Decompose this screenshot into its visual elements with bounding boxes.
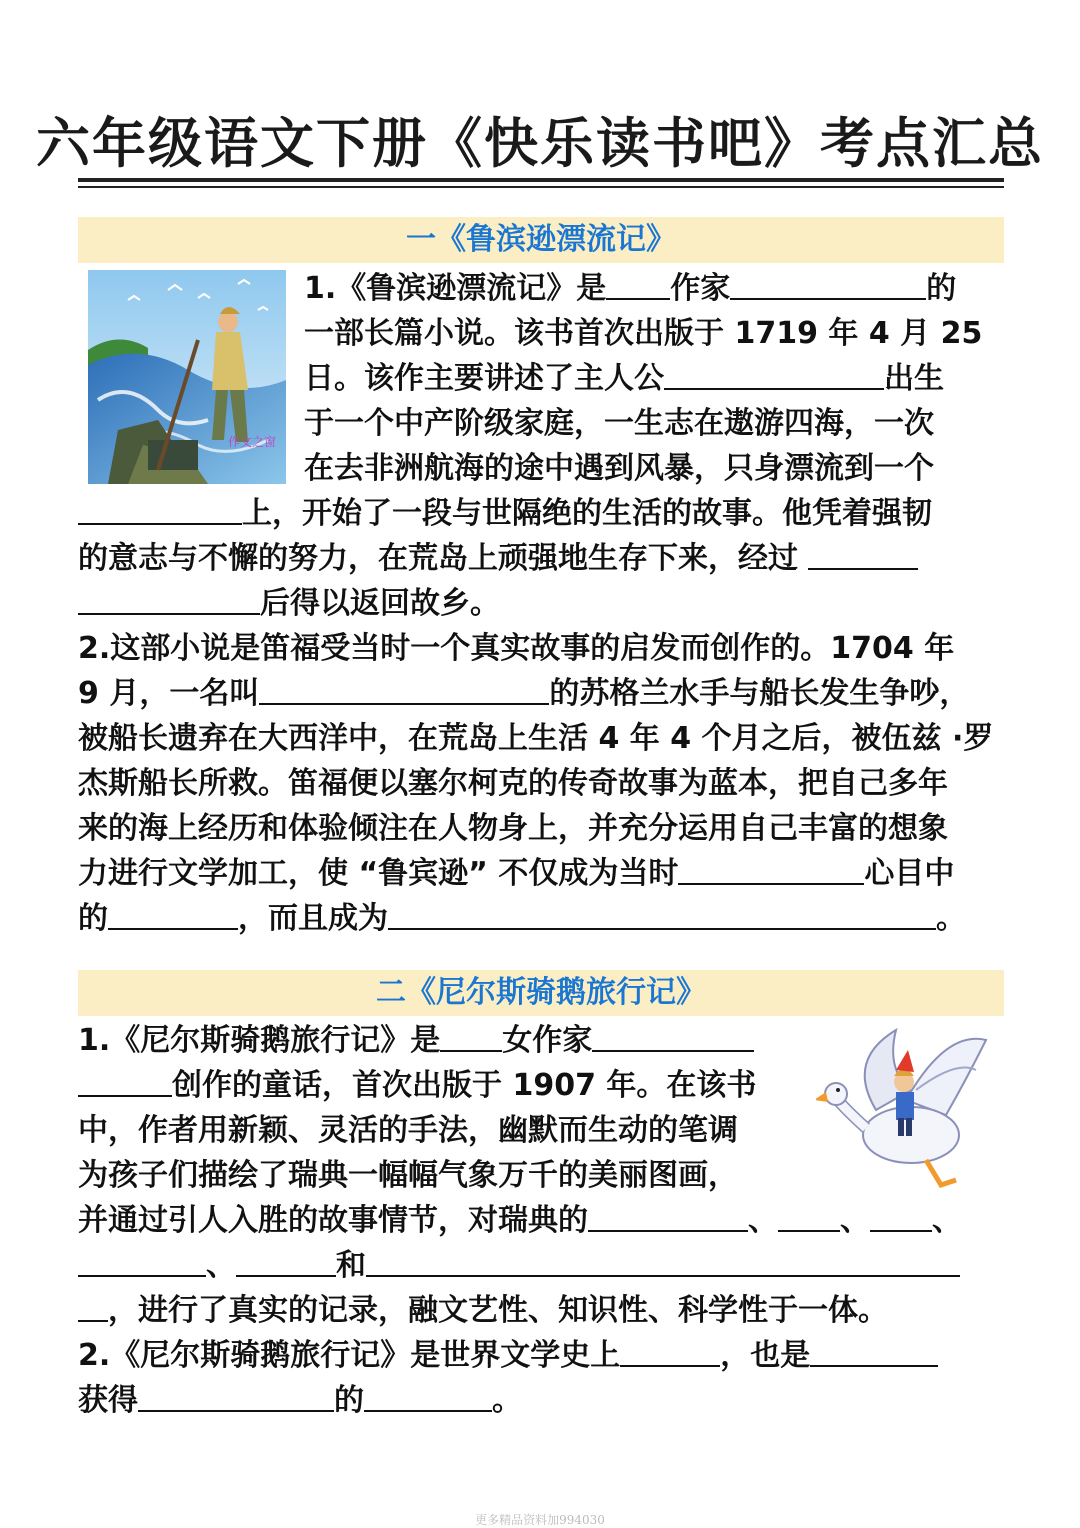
- title-rule-thick: [78, 178, 1004, 182]
- s2-q2-line2: 获得 的 。: [78, 1378, 1004, 1423]
- s2-q1-line3: 中，作者用新颖、灵活的手法，幽默而生动的笔调: [78, 1113, 738, 1148]
- s1-q2-line5: 来的海上经历和体验倾注在人物身上，并充分运用自己丰富的想象: [78, 811, 948, 846]
- blank[interactable]: [664, 358, 884, 390]
- blank[interactable]: [364, 1380, 492, 1412]
- s2-q1-line4: 为孩子们描绘了瑞典一幅幅气象万千的美丽图画，: [78, 1158, 738, 1193]
- s2-q1-line2: 创作的童话，首次出版于 1907 年。在该书: [78, 1063, 1004, 1108]
- section1-heading: 一《鲁滨逊漂流记》: [78, 217, 1004, 263]
- s1-q1-wrapped: [304, 266, 1004, 491]
- blank[interactable]: [810, 1335, 938, 1367]
- blank[interactable]: [138, 1380, 334, 1412]
- s2-q1-line7: ，进行了真实的记录，融文艺性、知识性、科学性于一体。: [78, 1288, 1004, 1333]
- blank[interactable]: [259, 673, 549, 705]
- image-watermark: 作文之窗: [228, 435, 277, 449]
- blank[interactable]: [870, 1200, 932, 1232]
- blank[interactable]: [606, 268, 670, 300]
- blank[interactable]: [388, 898, 936, 930]
- s1-q1-line4: 于一个中产阶级家庭，一生志在遨游四海，一次: [304, 406, 934, 441]
- s2-q1: [78, 1018, 1004, 1423]
- page-title: 六年级语文下册《快乐读书吧》考点汇总: [36, 111, 1044, 175]
- title-rule-thin: [78, 186, 1004, 188]
- blank[interactable]: [778, 1200, 840, 1232]
- s1-q2-line1: 2.这部小说是笛福受当时一个真实故事的启发而创作的。1704 年: [78, 631, 955, 666]
- blank[interactable]: [730, 268, 926, 300]
- blank[interactable]: [588, 1200, 748, 1232]
- blank[interactable]: [236, 1245, 336, 1277]
- s2-q2-line1: 2.《尼尔斯骑鹅旅行记》是世界文学史上 ，也是: [78, 1333, 1004, 1378]
- section2-heading: 二《尼尔斯骑鹅旅行记》: [78, 970, 1004, 1016]
- blank[interactable]: [78, 583, 260, 615]
- s1-q1-full: [78, 491, 1004, 941]
- blank[interactable]: [78, 1245, 206, 1277]
- s1-q2-line2: 9 月，一名叫 的苏格兰水手与船长发生争吵，: [78, 671, 1004, 716]
- blank[interactable]: [592, 1020, 754, 1052]
- s2-q1-line6: 、 和: [78, 1243, 1004, 1288]
- s1-q1-line1: 1.《鲁滨逊漂流记》是 作家 的: [304, 266, 1004, 311]
- s1-q2-line7: 的 ，而且成为 。: [78, 896, 1004, 941]
- blank[interactable]: [78, 493, 242, 525]
- blank[interactable]: [108, 898, 238, 930]
- s1-q2-line4: 杰斯船长所救。笛福便以塞尔柯克的传奇故事为蓝本，把自己多年: [78, 766, 948, 801]
- blank[interactable]: [440, 1020, 502, 1052]
- blank[interactable]: [78, 1290, 108, 1322]
- s1-q1-line3: 日。该作主要讲述了主人公 出生: [304, 356, 1004, 401]
- s1-q1-line8: 后得以返回故乡。: [78, 581, 1004, 626]
- s1-q1-line7: 的意志与不懈的努力，在荒岛上顽强地生存下来，经过: [78, 536, 1004, 581]
- s1-q2-line6: 力进行文学加工，使 “鲁宾逊” 不仅成为当时 心目中: [78, 851, 1004, 896]
- s1-q1-line6: 上，开始了一段与世隔绝的生活的故事。他凭着强韧: [78, 491, 1004, 536]
- s1-q2-line3: 被船长遗弃在大西洋中，在荒岛上生活 4 年 4 个月之后，被伍兹 ·罗: [78, 721, 994, 756]
- blank[interactable]: [678, 853, 864, 885]
- s2-q1-line1: 1.《尼尔斯骑鹅旅行记》是 女作家: [78, 1018, 1004, 1063]
- s1-q1-line5: 在去非洲航海的途中遇到风暴，只身漂流到一个: [304, 451, 934, 486]
- blank[interactable]: [620, 1335, 720, 1367]
- robinson-illustration: [88, 270, 286, 484]
- blank[interactable]: [808, 538, 918, 570]
- footer-watermark: 更多精品资料加994030: [475, 1513, 605, 1527]
- s1-q1-line2: 一部长篇小说。该书首次出版于 1719 年 4 月 25: [304, 316, 983, 351]
- s2-q1-line5: 并通过引人入胜的故事情节，对瑞典的 、 、 、: [78, 1198, 1004, 1243]
- blank[interactable]: [78, 1065, 172, 1097]
- blank[interactable]: [366, 1245, 960, 1277]
